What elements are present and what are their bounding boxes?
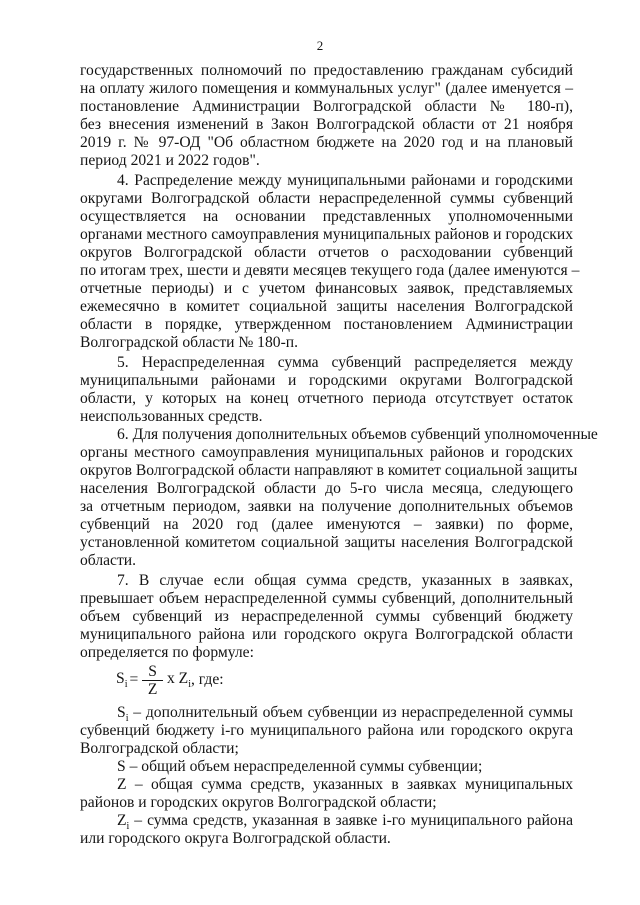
formula-denominator: Z — [147, 680, 158, 698]
body-line: округов Волгоградской области направляют в комитет социальной защиты — [80, 462, 578, 479]
body-line: 2019 г. № 97-ОД "Об областном бюджете на 2020 год и на плановый — [80, 134, 573, 151]
body-line: без внесения изменений в Закон Волгоградской области от 21 ноября — [80, 116, 573, 133]
formula-fraction — [142, 663, 163, 698]
body-line: округами Волгоградской области нераспределенной суммы субвенций — [80, 190, 573, 207]
body-line: период 2021 и 2022 годов". — [80, 152, 260, 169]
body-line: осуществляется на основании представленных уполномоченными — [80, 208, 573, 225]
formula-tail: , где: — [190, 671, 224, 688]
formula-equals: = — [129, 671, 139, 688]
body-line: объем субвенций из нераспределенной суммы субвенций бюджету — [80, 608, 573, 625]
body-line: постановление Администрации Волгоградской области № 180-п), — [80, 98, 573, 115]
formula-lhs: $S_i$ — [116, 669, 128, 691]
body-line: на оплату жилого помещения и коммунальных услуг" (далее именуется – — [80, 80, 573, 97]
body-line: ежемесячно в комитет социальной защиты населения Волгоградской — [80, 298, 573, 315]
definition-zi: $Z_i$ – сумма средств, указанная в заявке i-го муниципального района — [117, 812, 573, 833]
formula-multiplier: x $Z_i$ — [166, 669, 191, 691]
formula — [116, 660, 224, 700]
formula-numerator: S — [142, 663, 163, 681]
body-line: органы местного самоуправления муниципальных районов и городских — [80, 444, 573, 461]
body-line: Волгоградской области; — [80, 740, 239, 757]
body-line: установленной комитетом социальной защиты населения Волгоградской — [80, 534, 573, 551]
body-line: превышает объем нераспределенной суммы субвенций, дополнительный — [80, 590, 573, 607]
body-line: определяется по формуле: — [80, 644, 254, 661]
body-line: за отчетным периодом, заявки на получение дополнительных объемов — [80, 498, 573, 515]
body-line: субвенций на 2020 год (далее именуются – заявки) по форме, — [80, 516, 573, 533]
body-line: муниципального района или городского округа Волгоградской области — [80, 626, 573, 643]
definition-s: S – общий объем нераспределенной суммы субвенции; — [117, 758, 483, 775]
body-line: округов Волгоградской области отчетов о расходовании субвенций — [80, 244, 573, 261]
body-line: неиспользованных средств. — [80, 408, 263, 425]
paragraph-4-first-line: 4. Распределение между муниципальными районами и городскими — [117, 172, 573, 189]
paragraph-5-first-line: 5. Нераспределенная сумма субвенций распределяется между — [117, 354, 573, 371]
body-line: районов и городских округов Волгоградской области; — [80, 794, 437, 811]
body-line: органами местного самоуправления муниципальных районов и городских — [80, 226, 573, 243]
body-line: области, у которых на конец отчетного периода отсутствует остаток — [80, 390, 573, 407]
body-line: отчетные периоды) и с учетом финансовых заявок, представляемых — [80, 280, 573, 297]
body-line: государственных полномочий по предоставлению гражданам субсидий — [80, 62, 573, 79]
definition-si: $S_i$ – дополнительный объем субвенции из нераспределенной суммы — [117, 704, 573, 725]
body-line: Волгоградской области № 180-п. — [80, 334, 298, 351]
body-line: субвенций бюджету i-го муниципального района или городского округа — [80, 722, 573, 739]
body-line: по итогам трех, шести и девяти месяцев текущего года (далее именуются – — [80, 262, 580, 279]
body-line: населения Волгоградской области до 5-го числа месяца, следующего — [80, 480, 573, 497]
body-line: или городского округа Волгоградской области. — [80, 830, 391, 847]
body-line: области. — [80, 552, 137, 569]
body-line: области в порядке, утвержденном постановлением Администрации — [80, 316, 573, 333]
definition-z: Z – общая сумма средств, указанных в заявках муниципальных — [117, 776, 573, 793]
paragraph-6-first-line: 6. Для получения дополнительных объемов субвенций уполномоченные — [117, 426, 598, 443]
body-line: муниципальными районами и городскими округами Волгоградской — [80, 372, 573, 389]
paragraph-7-first-line: 7. В случае если общая сумма средств, указанных в заявках, — [117, 572, 573, 589]
page-number: 2 — [316, 38, 324, 53]
